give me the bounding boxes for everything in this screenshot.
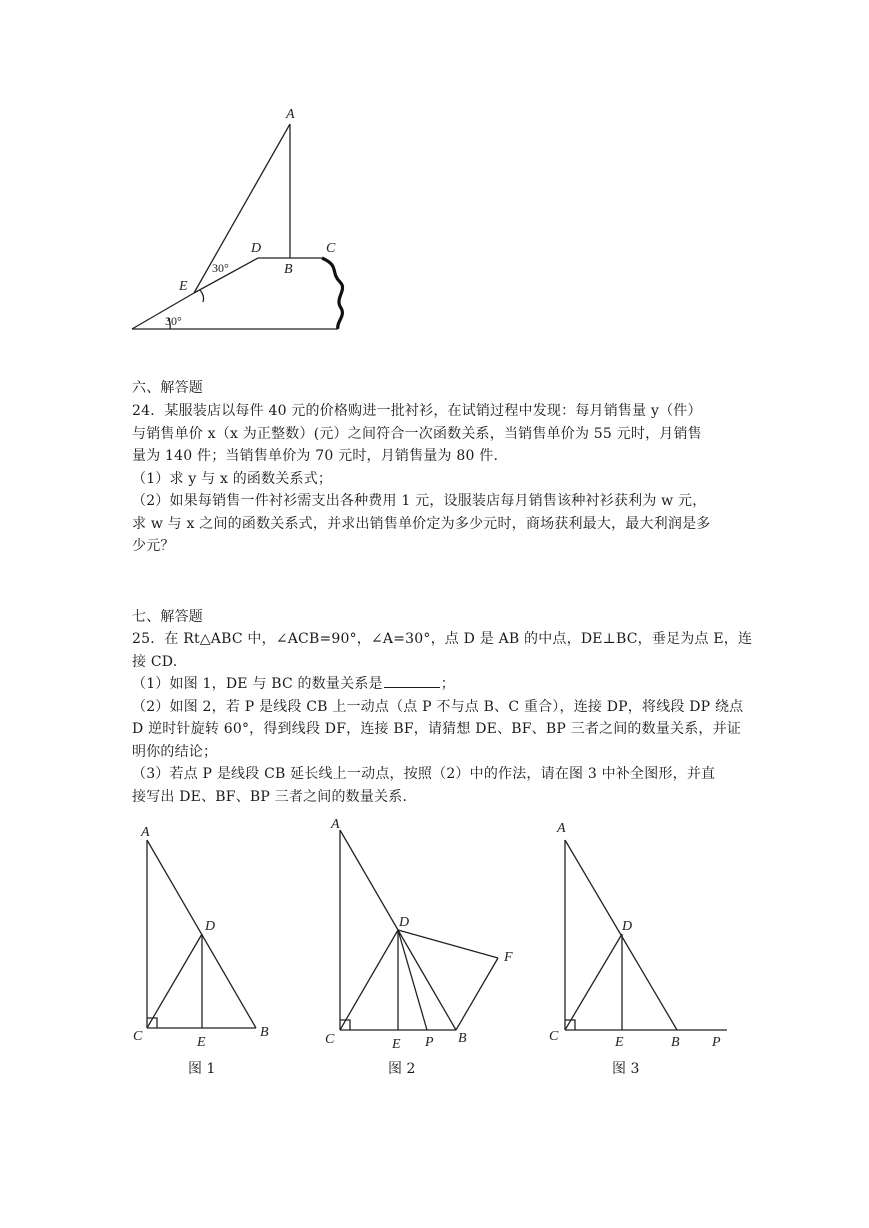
q25-part-1-prefix: （1）如图 1，DE 与 BC 的数量关系是 [132, 676, 383, 692]
fig2-label-a: A [331, 817, 340, 832]
fig1-label-b: B [260, 1025, 269, 1040]
fig3-label-p: P [712, 1035, 721, 1050]
fig2-label-c: C [325, 1032, 335, 1047]
figure-1-caption: 图 1 [188, 1061, 216, 1077]
fig1-label-c: C [133, 1029, 143, 1044]
label-b: B [284, 262, 293, 277]
section-6-heading: 六、解答题 [132, 380, 203, 396]
q24-part-2-line-1: （2）如果每销售一件衬衫需支出各种费用 1 元，设服装店每月销售该种衬衫获利为 w 元， [132, 493, 707, 509]
q25-part-1-suffix: ； [440, 676, 455, 692]
fig2-label-d: D [399, 915, 410, 930]
label-e: E [179, 279, 188, 294]
fig1-label-e: E [197, 1035, 206, 1050]
q25-part-2-line-2: D 逆时针旋转 60°，得到线段 DF，连接 BF，请猜想 DE、BF、BP 三者之间的数量关系，并证 [132, 721, 742, 737]
fig1-label-a: A [141, 825, 150, 840]
fig2-label-e: E [392, 1037, 401, 1052]
q25-part-2-line-3: 明你的结论； [132, 743, 218, 760]
fig2-label-p: P [425, 1035, 434, 1050]
fig3-label-d: D [622, 919, 633, 934]
q24-part-2-line-2: 求 w 与 x 之间的函数关系式，并求出销售单价定为多少元时，商场获利最大，最大利润是多 [132, 515, 711, 532]
q25-line-1: 25．在 Rt△ABC 中，∠ACB=90°，∠A=30°，点 D 是 AB 的中点，DE⊥BC，垂足为点 E，连 [132, 631, 753, 647]
figure-2-caption: 图 2 [388, 1061, 416, 1077]
fig2-label-b: B [458, 1031, 467, 1046]
q24-line-3: 量为 140 件；当销售单价为 70 元时，月销售量为 80 件. [132, 448, 499, 464]
fig3-label-c: C [549, 1029, 559, 1044]
section-7-heading: 七、解答题 [132, 609, 203, 625]
angle-upper: 30° [212, 261, 229, 275]
fig3-label-e: E [615, 1035, 624, 1050]
fig1-label-d: D [205, 919, 216, 934]
q24-part-2-line-3: 少元？ [132, 538, 175, 554]
q25-line-2: 接 CD. [132, 653, 178, 670]
fig3-label-a: A [557, 821, 566, 836]
q25-part-3-line-2: 接写出 DE、BF、BP 三者之间的数量关系. [132, 788, 408, 805]
q24-part-1: （1）求 y 与 x 的函数关系式； [132, 470, 333, 487]
q25-part-3-line-1: （3）若点 P 是线段 CB 延长线上一动点，按照（2）中的作法，请在图 3 中补全图形，并直 [132, 766, 716, 782]
label-c: C [326, 241, 336, 256]
q24-line-1: 24．某服装店以每件 40 元的价格购进一批衬衫，在试销过程中发现：每月销售量 y（件） [132, 403, 702, 419]
fig3-label-b: B [671, 1035, 680, 1050]
label-d: D [251, 241, 262, 256]
label-a: A [286, 107, 295, 122]
angle-lower: 30° [165, 314, 182, 328]
q25-part-2-line-1: （2）如图 2，若 P 是线段 CB 上一动点（点 P 不与点 B、C 重合），连接 DP，将线段 DP 绕点 [132, 698, 744, 715]
fig2-label-f: F [504, 950, 513, 965]
q24-line-2: 与销售单价 x（x 为正整数）(元）之间符合一次函数关系，当销售单价为 55 元时，月销售 [132, 425, 702, 442]
figure-3-caption: 图 3 [612, 1061, 640, 1077]
